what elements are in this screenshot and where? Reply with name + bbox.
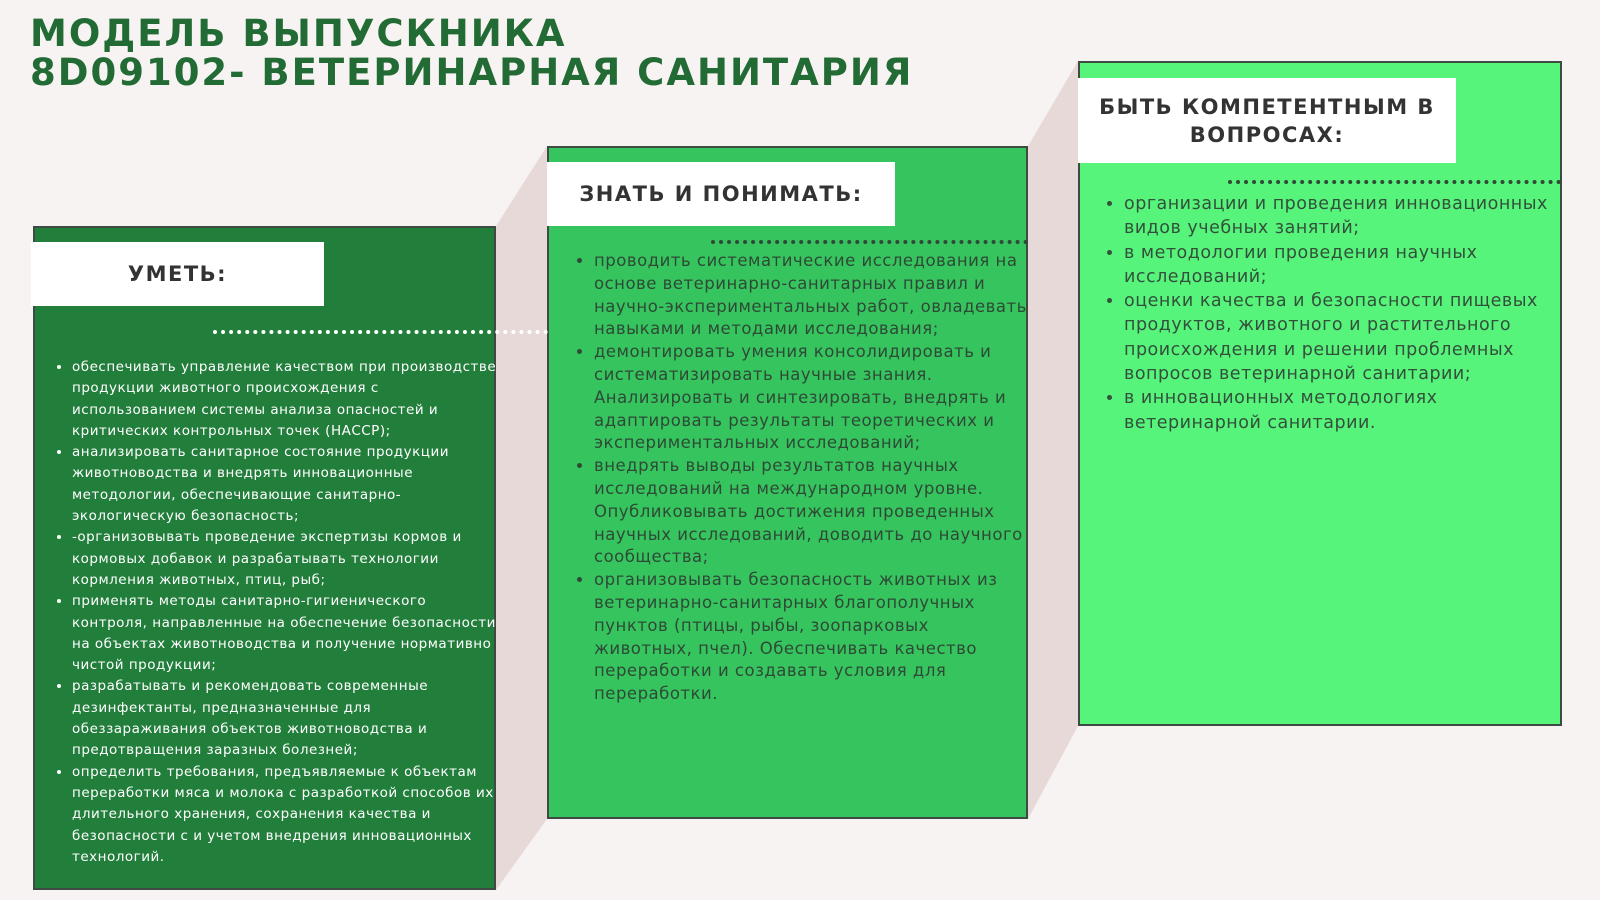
knowledge-label: ЗНАТЬ И ПОНИМАТЬ: [547,162,895,226]
list-item: • демонтировать умения консолидировать и систематизировать научные знания. Анализировать и синтезировать, внедрять и адаптировать результаты теоретических и экспериментальных исследований; [594,341,1030,455]
list-item: • оценки качества и безопасности пищевых продуктов, животного и растительного происхождения и решении проблемных вопросов ветеринарной санитарии; [1124,289,1564,386]
list-item: • в инновационных методологиях ветеринарной санитарии. [1124,386,1564,435]
list-item: • в методологии проведения научных исследований; [1124,241,1564,290]
title-line-2: 8D09102- ВЕТЕРИНАРНАЯ САНИТАРИЯ [30,51,914,94]
list-item: • внедрять выводы результатов научных исследований на международном уровне. Опубликовывать достижения проведенных научных исследований, доводить до научного сообщества; [594,455,1030,569]
list-item: • проводить систематические исследования на основе ветеринарно-санитарных правил и научно-экспериментальных работ, овладевать навыками и методами исследования; [594,250,1030,341]
list-item: • организации и проведения инновационных видов учебных занятий; [1124,192,1564,241]
title-line-1: МОДЕЛЬ ВЫПУСКНИКА [30,12,567,55]
dotted-divider-1 [213,330,548,334]
dotted-divider-3 [1228,180,1561,184]
list-item: • -организовывать проведение экспертизы кормов и кормовых добавок и разрабатывать технологии кормления животных, птиц, рыб; [72,527,504,591]
skills-label: УМЕТЬ: [31,242,324,306]
list-item: • применять методы санитарно-гигиенического контроля, направленные на обеспечение безопасности на объектах животноводства и получение нормативно чистой продукции; [72,591,504,676]
dotted-divider-2 [711,240,1028,244]
list-item: • анализировать санитарное состояние продукции животноводства и внедрять инновационные методологии, обеспечивающие санитарно-экологическую безопасность; [72,442,504,527]
competence-list [1106,192,1564,435]
list-item: • определить требования, предъявляемые к объектам переработки мяса и молока с разработкой способов их длительного хранения, сохранения качества и безопасности с и учетом внедрения инновационных технологий. [72,762,504,868]
list-item: • обеспечивать управление качеством при производстве продукции животного происхождения с использованием системы анализа опасностей и критических контрольных точек (НАССР); [72,357,504,442]
competence-label: БЫТЬ КОМПЕТЕНТНЫМ В ВОПРОСАХ: [1078,78,1456,163]
list-item: • организовывать безопасность животных из ветеринарно-санитарных благополучных пунктов (птицы, рыбы, зоопарковых животных, пчел). Обеспечивать качество переработки и создавать условия для переработки. [594,569,1030,706]
knowledge-list [576,250,1030,706]
connector-2-3 [1028,61,1078,819]
list-item: • разрабатывать и рекомендовать современные дезинфектанты, предназначенные для обеззараживания объектов животноводства и предотвращения заразных болезней; [72,676,504,761]
skills-list [54,357,504,868]
